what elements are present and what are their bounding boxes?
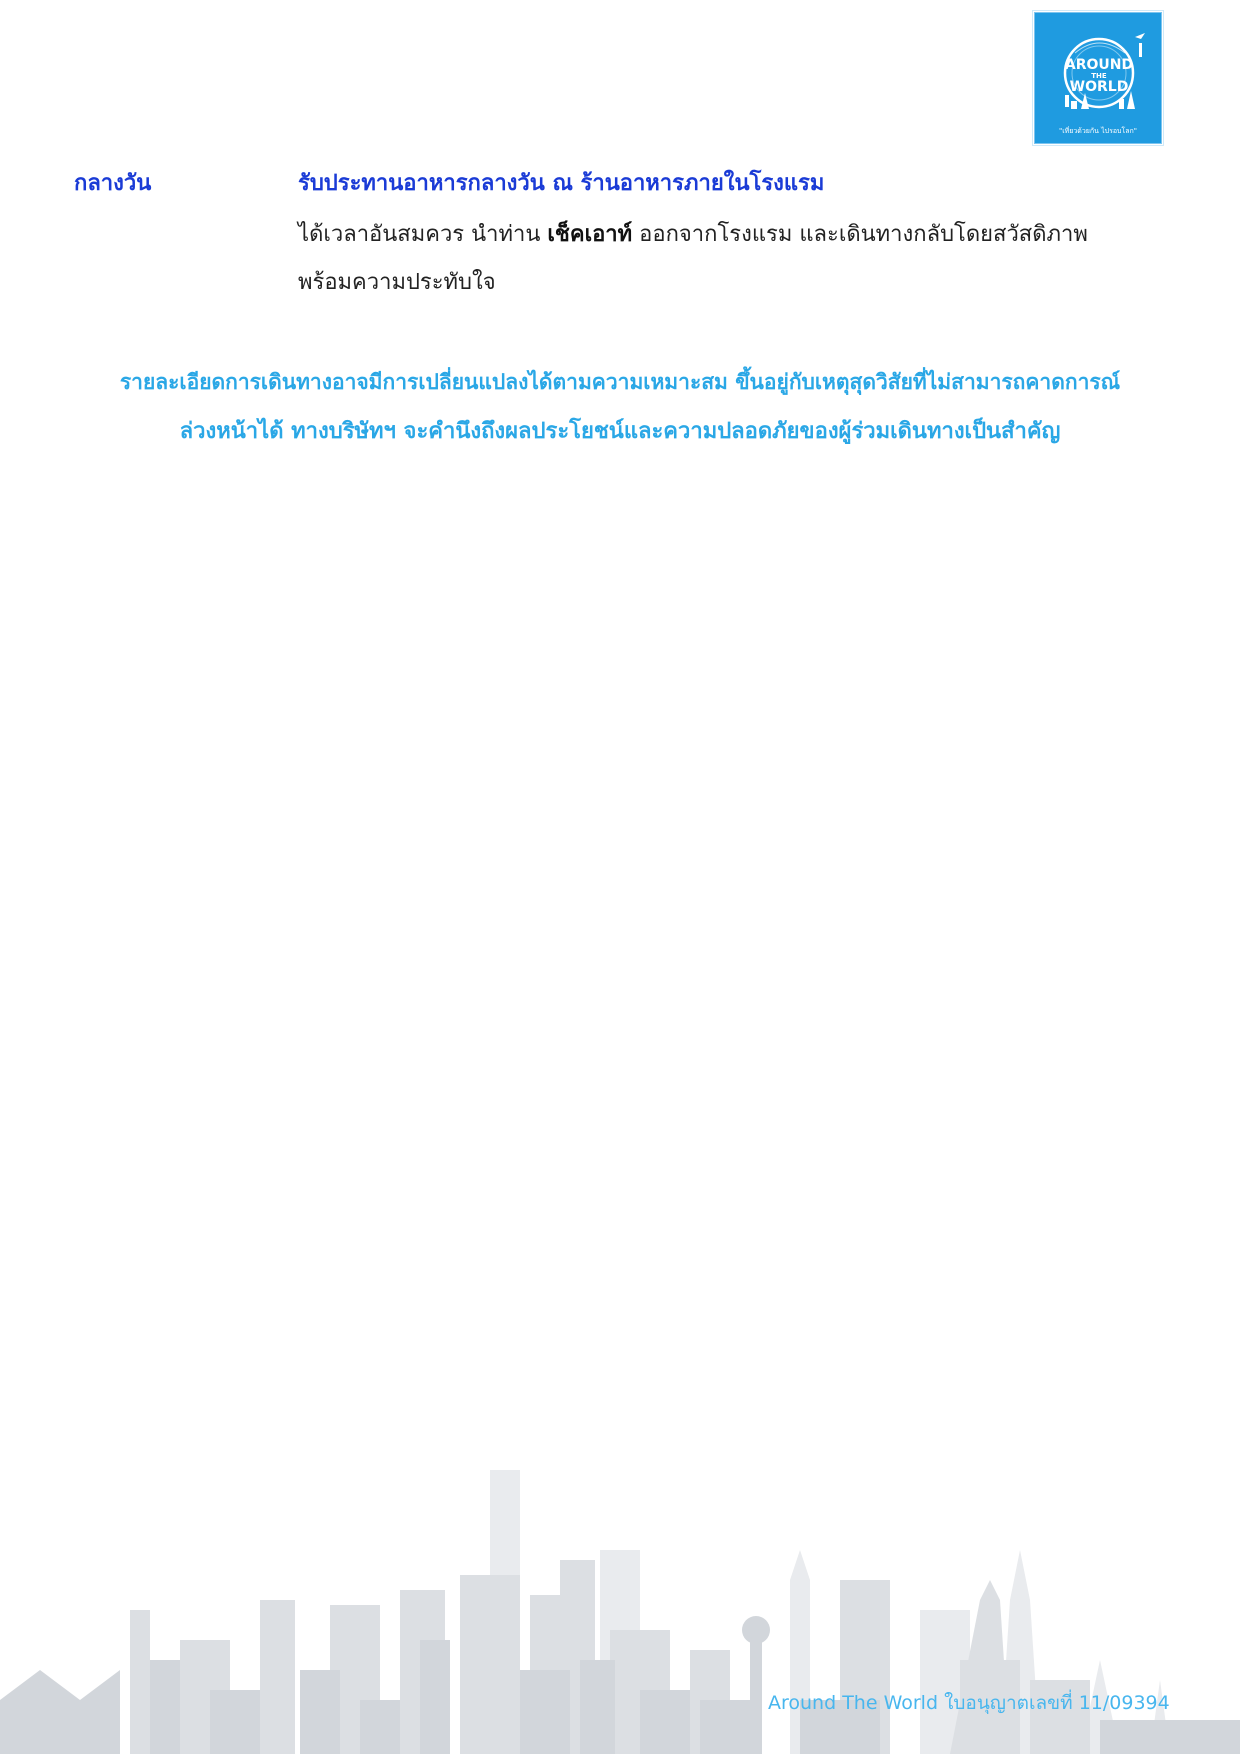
company-logo <box>1034 12 1162 144</box>
time-label: กลางวัน <box>74 171 152 196</box>
notice-line-1: รายละเอียดการเดินทางอาจมีการเปลี่ยนแปลงได้ตามความเหมาะสม ขึ้นอยู่กับเหตุสุดวิสัยที่ไม่สามารถคาดการณ์ <box>119 370 1121 394</box>
checkout-bold: เช็คเอาท์ <box>547 222 633 247</box>
checkout-text-after: ออกจากโรงแรม และเดินทางกลับโดยสวัสดิภาพ <box>632 222 1088 247</box>
itinerary-line-lunch: รับประทานอาหารกลางวัน ณ ร้านอาหารภายในโรงแรม <box>298 171 825 196</box>
logo-word-around: AROUND <box>1064 57 1134 73</box>
itinerary-line-checkout <box>298 220 1088 250</box>
logo-word-world: WORLD <box>1069 79 1129 95</box>
checkout-text-before: ได้เวลาอันสมควร นำท่าน <box>298 222 548 247</box>
notice-line-2: ล่วงหน้าได้ ทางบริษัทฯ จะคำนึงถึงผลประโยชน์และความปลอดภัยของผู้ร่วมเดินทางเป็นสำคัญ <box>179 419 1061 444</box>
itinerary-line-closing: พร้อมความประทับใจ <box>298 270 496 295</box>
logo-tagline: "เที่ยวด้วยกัน ไปรอบโลก" <box>1059 127 1137 135</box>
license-footer: Around The World ใบอนุญาตเลขที่ 11/09394 <box>768 1692 1170 1714</box>
logo-word-the: THE <box>1091 72 1107 80</box>
